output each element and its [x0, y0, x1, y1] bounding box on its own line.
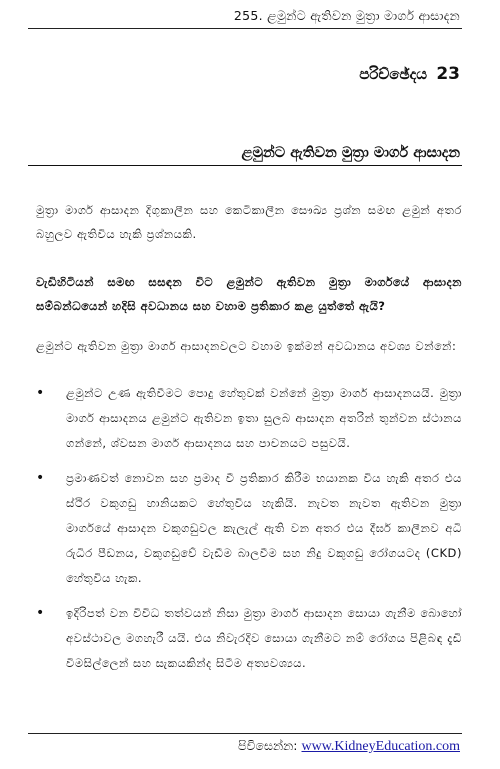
- list-item-text: ළමුන්ට උණ ඇතිවීමට පොදු හේතුවක් වන්නේ මුත්‍රා මාර්ග ආසාදනයයි. මුත්‍රා මාර්ග ආසාදනය ළමුන්ට ඇතිවන ඉතා සුලබ ආසාදන අතරින් තුන්වන ස්ථානය ගන්නේ, ශ්වසන මාර්ග ආසාදනය සහ පාචනයට පසුවයි.: [66, 386, 462, 450]
- section-title: ළමුන්ට ඇතිවන මුත්‍රා මාර්ග ආසාදන: [241, 145, 460, 161]
- question-heading: වැඩිහිටියන් සමඟ සසඳන විට ළමුන්ට ඇතිවන මුත්‍රා මාර්ගයේ ආසාදන සම්බන්ධයෙන් හදිසි අවධානය සහ වහාම ප්‍රතිකාර කළ යුත්තේ ඇයි?: [36, 274, 462, 313]
- running-header: 255. ළමුන්ට ඇතිවන මුත්‍රා මාර්ග ආසාදන: [233, 8, 460, 23]
- footer: [238, 738, 460, 755]
- bullet-icon: •: [36, 605, 45, 621]
- list-item-text: ඉදිරිපත් වන විවිධ තත්වයන් නිසා මුත්‍රා මාර්ග ආසාදන සොයා ගැනීම බොහෝ අවස්ථාවල මගහැරී යයි. එය නිවැරදිව සොයා ගැනීමට නම් රෝගය පිළිබඳ දැඩි විමසිල්ලෙන් සහ සැකයකින්ද සිටීම අත්‍යවශ්‍යය.: [66, 606, 462, 670]
- footer-rule: [28, 733, 462, 734]
- chapter-label: පරිච්ඡේදය: [359, 65, 428, 83]
- list-item: [36, 466, 462, 591]
- intro-paragraph: මුත්‍රා මාර්ග ආසාදන දිගුකාලීන සහ කෙටිකාලීන සෞඛ්‍ය ප්‍රශ්න සමඟ ළමුන් අතර බහුලව ඇතිවිය හැකි ප්‍රශ්නයකි.: [36, 202, 462, 241]
- chapter-heading: [359, 64, 460, 84]
- footer-label: පිවිසෙන්න:: [238, 738, 298, 753]
- list-item: [36, 381, 462, 456]
- list-item-text: ප්‍රමාණවත් නොවන සහ ප්‍රමාද වී ප්‍රතිකාර කිරීම භයානක විය හැකි අතර එය ස්ථිර වකුගඩු හානියකට හේතුවිය හැකියි. නැවත නැවත ඇතිවන මුත්‍රා මාර්ගයේ ආසාදන වකුගඩුවල කැලැල් ඇති වන අතර එය දීර්ඝ කාලීනව අධි රුධිර පීඩනය, වකුගඩුවේ වැඩීම බාලවීම සහ නිදු වකුගඩු රෝගයටද (CKD) හේතුවිය හැක.: [66, 471, 462, 585]
- bullet-icon: •: [36, 470, 45, 486]
- title-rule: [28, 165, 462, 166]
- header-rule: [28, 28, 462, 29]
- bullet-icon: •: [36, 385, 45, 401]
- website-link[interactable]: www.KidneyEducation.com: [301, 739, 460, 754]
- chapter-number: 23: [436, 64, 460, 84]
- list-item: [36, 601, 462, 676]
- reasons-list: [36, 381, 462, 676]
- lead-paragraph: ළමුන්ට ඇතිවන මුත්‍රා මාර්ග ආසාදනවලට වහාම ඉක්මන් අවධානය අවශ්‍ය වන්නේ:: [36, 338, 457, 353]
